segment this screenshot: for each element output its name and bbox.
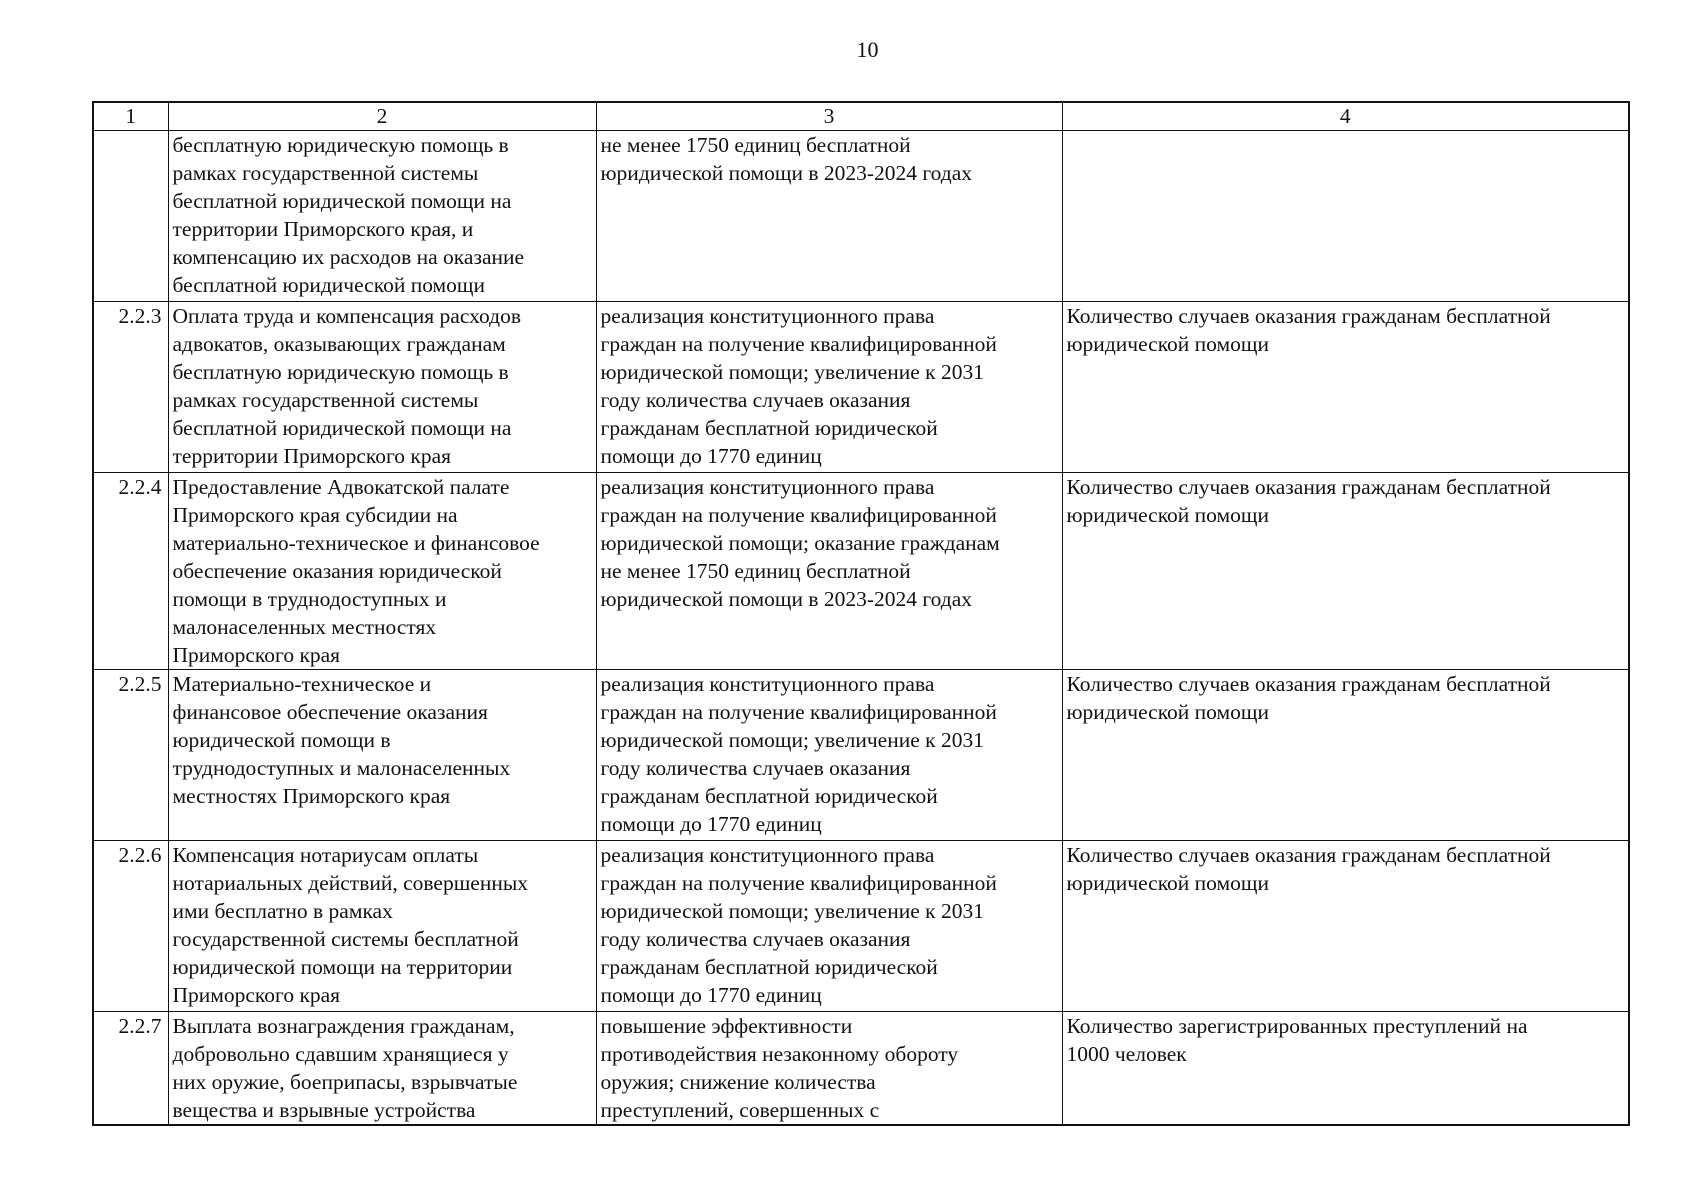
activity-text: Оплата труда и компенсация расходов адвокатов, оказывающих гражданам бесплатную юридическую помощь в рамках государственной системы бесплатной юридической помощи на территории Приморского края <box>172 304 522 468</box>
activity-cell <box>168 670 596 841</box>
activity-cell <box>168 1012 596 1126</box>
page-number: 10 <box>856 37 879 62</box>
table-row <box>93 473 1629 670</box>
activity-cell <box>168 131 596 302</box>
row-number <box>93 131 168 302</box>
result-cell <box>596 131 1062 302</box>
activity-text: Выплата вознаграждения гражданам, добровольно сдавшим хранящиеся у них оружие, боеприпасы, взрывчатые вещества и взрывные устройства <box>172 1014 518 1122</box>
table-row <box>93 670 1629 841</box>
indicator-text: Количество случаев оказания гражданам бесплатной юридической помощи <box>1066 843 1551 895</box>
program-activities-table <box>92 101 1630 1126</box>
result-text: реализация конституционного права граждан на получение квалифицированной юридической помощи; увеличение к 2031 году количества случаев оказания гражданам бесплатной юридической помощи до 1770 единиц <box>600 672 997 836</box>
activity-text: Компенсация нотариусам оплаты нотариальных действий, совершенных ими бесплатно в рамках государственной системы бесплатной юридической помощи на территории Приморского края <box>172 843 529 1007</box>
table-row <box>93 1012 1629 1126</box>
activity-cell <box>168 302 596 473</box>
result-text: не менее 1750 единиц бесплатной юридической помощи в 2023-2024 годах <box>600 133 973 185</box>
activity-text: Предоставление Адвокатской палате Приморского края субсидии на материально-техническое и финансовое обеспечение оказания юридической помощи в труднодоступных и малонаселенных местностях Приморского края <box>172 475 540 667</box>
table-header-row <box>93 102 1629 131</box>
table-row <box>93 131 1629 302</box>
result-cell <box>596 302 1062 473</box>
column-header-4: 4 <box>1062 102 1629 131</box>
row-number: 2.2.5 <box>93 670 168 841</box>
indicator-cell <box>1062 841 1629 1012</box>
result-text: реализация конституционного права граждан на получение квалифицированной юридической помощи; увеличение к 2031 году количества случаев оказания гражданам бесплатной юридической помощи до 1770 единиц <box>600 843 997 1007</box>
activity-text: Материально-техническое и финансовое обеспечение оказания юридической помощи в труднодоступных и малонаселенных местностях Приморского края <box>172 672 511 808</box>
result-text: реализация конституционного права граждан на получение квалифицированной юридической помощи; увеличение к 2031 году количества случаев оказания гражданам бесплатной юридической помощи до 1770 единиц <box>600 304 997 468</box>
result-text: реализация конституционного права граждан на получение квалифицированной юридической помощи; оказание гражданам не менее 1750 единиц бесплатной юридической помощи в 2023-2024 годах <box>600 475 1000 611</box>
result-cell <box>596 473 1062 670</box>
indicator-text: Количество случаев оказания гражданам бесплатной юридической помощи <box>1066 475 1551 527</box>
result-cell <box>596 1012 1062 1126</box>
result-cell <box>596 841 1062 1012</box>
row-number: 2.2.7 <box>93 1012 168 1126</box>
row-number: 2.2.4 <box>93 473 168 670</box>
indicator-text: Количество случаев оказания гражданам бесплатной юридической помощи <box>1066 304 1551 356</box>
row-number: 2.2.6 <box>93 841 168 1012</box>
indicator-cell <box>1062 473 1629 670</box>
indicator-cell <box>1062 131 1629 302</box>
indicator-cell <box>1062 670 1629 841</box>
column-header-2: 2 <box>168 102 596 131</box>
activity-text: бесплатную юридическую помощь в рамках государственной системы бесплатной юридической помощи на территории Приморского края, и компенсацию их расходов на оказание бесплатной юридической помощи <box>172 133 525 297</box>
table-row <box>93 302 1629 473</box>
indicator-cell <box>1062 1012 1629 1126</box>
result-text: повышение эффективности противодействия незаконному обороту оружия; снижение количества преступлений, совершенных с <box>600 1014 959 1122</box>
indicator-text: Количество случаев оказания гражданам бесплатной юридической помощи <box>1066 672 1551 724</box>
activity-cell <box>168 473 596 670</box>
column-header-3: 3 <box>596 102 1062 131</box>
result-cell <box>596 670 1062 841</box>
activity-cell <box>168 841 596 1012</box>
row-number: 2.2.3 <box>93 302 168 473</box>
column-header-1: 1 <box>93 102 168 131</box>
indicator-text: Количество зарегистрированных преступлений на 1000 человек <box>1066 1014 1528 1066</box>
indicator-cell <box>1062 302 1629 473</box>
table-row <box>93 841 1629 1012</box>
